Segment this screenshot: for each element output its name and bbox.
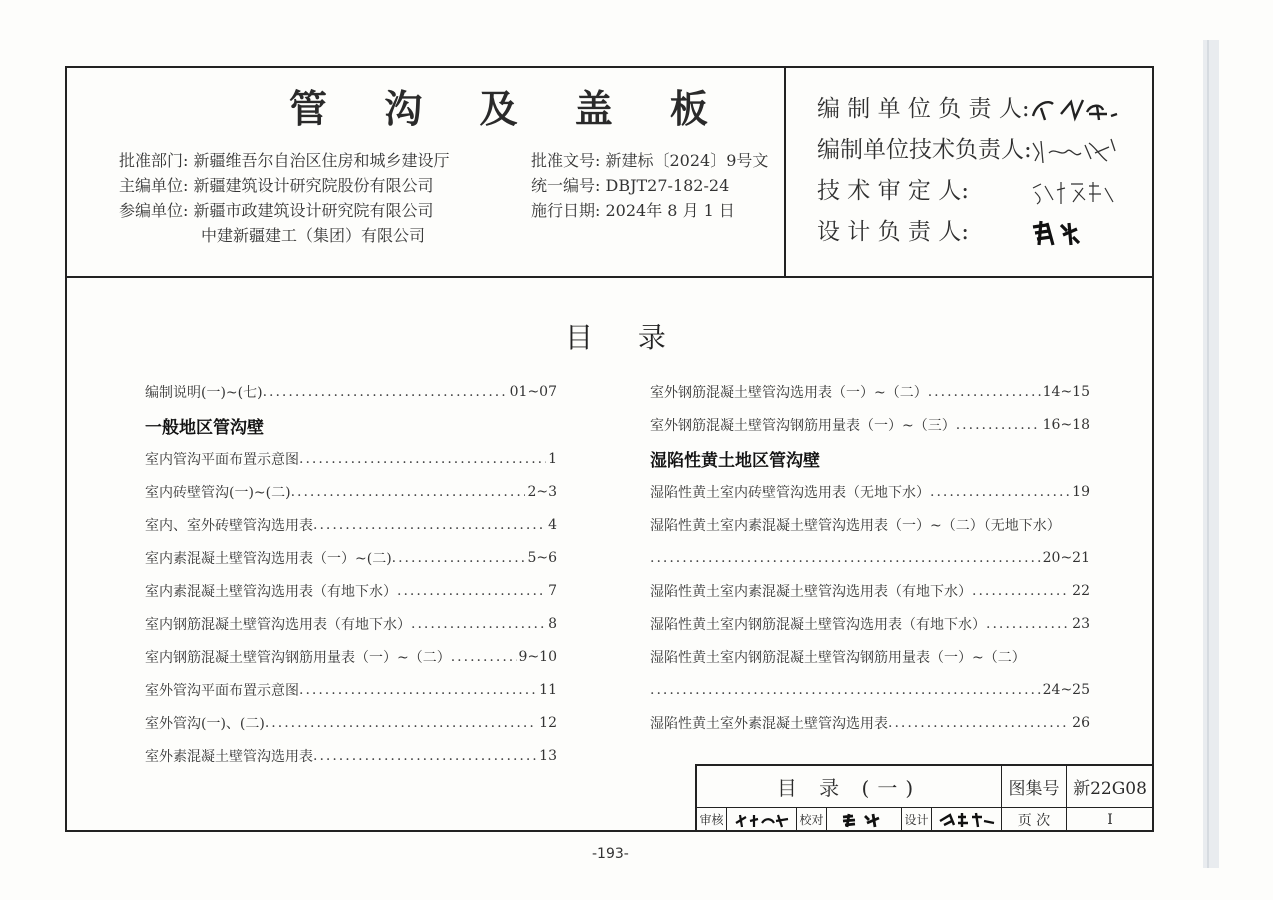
header-divider bbox=[784, 68, 786, 276]
toc-entry[interactable]: 湿陷性黄土室外素混凝土壁管沟选用表 ..... 26 bbox=[650, 706, 1090, 739]
toc-entry[interactable]: 室内砖壁管沟(一)~(二) ..... 2~3 bbox=[145, 475, 557, 508]
toc-entry[interactable]: 室内素混凝土壁管沟选用表（有地下水） ..... 7 bbox=[145, 574, 557, 607]
toc-entry[interactable]: 湿陷性黄土室内砖壁管沟选用表（无地下水） ..... 19 bbox=[650, 475, 1090, 508]
header-panel bbox=[67, 68, 1152, 278]
signature-3-icon bbox=[1027, 174, 1137, 208]
design-signature-icon bbox=[936, 811, 998, 829]
review-signature-icon bbox=[732, 811, 792, 829]
toc-entry[interactable]: 湿陷性黄土室内素混凝土壁管沟选用表（一）~（二）（无地下水） bbox=[650, 517, 1061, 534]
toc-entry[interactable]: 室内素混凝土壁管沟选用表（一）~(二) ..... 5~6 bbox=[145, 541, 557, 574]
toc-entry[interactable]: 室外管沟平面布置示意图 ..... 11 bbox=[145, 673, 557, 706]
toc-entry[interactable]: 湿陷性黄土室内素混凝土壁管沟选用表（有地下水） ..... 22 bbox=[650, 574, 1090, 607]
toc-entry-continuation[interactable]: ..... 20~21 bbox=[650, 541, 1090, 574]
toc-section-heading: 一般地区管沟壁 bbox=[145, 417, 264, 438]
meta-row-co-editor-2: 中建新疆建工（集团）有限公司 bbox=[201, 226, 426, 245]
toc-entry[interactable]: 室外管沟(一)、(二) ..... 12 bbox=[145, 706, 557, 739]
signature-4-icon bbox=[1027, 215, 1137, 249]
review-signature bbox=[727, 808, 797, 832]
scan-edge-line bbox=[1207, 40, 1209, 868]
toc-entry[interactable]: 室外钢筋混凝土壁管沟选用表（一）~（二） ..... 14~15 bbox=[650, 375, 1090, 408]
design-label: 设计 bbox=[902, 808, 932, 832]
toc-section-heading: 湿陷性黄土地区管沟壁 bbox=[650, 450, 820, 471]
toc-entry-continuation[interactable]: ..... 24~25 bbox=[650, 673, 1090, 706]
toc-left-column bbox=[145, 375, 557, 772]
toc-entry[interactable]: 湿陷性黄土室内钢筋混凝土壁管沟选用表（有地下水） ..... 23 bbox=[650, 607, 1090, 640]
approval-info-mid bbox=[531, 148, 768, 223]
responsible-persons bbox=[817, 88, 1137, 252]
toc-entry[interactable]: 室内、室外砖壁管沟选用表 ..... 4 bbox=[145, 508, 557, 541]
atlas-title: 管 沟 及 盖 板 bbox=[289, 86, 730, 131]
resp-row-design-lead: 设 计 负 责 人: bbox=[817, 211, 1137, 252]
design-signature bbox=[932, 808, 1002, 832]
page-value: I bbox=[1067, 808, 1154, 832]
toc-entry[interactable]: 室外素混凝土壁管沟选用表 ..... 13 bbox=[145, 739, 557, 772]
resp-row-unit-head: 编 制 单 位 负 责 人: bbox=[817, 88, 1137, 129]
toc-entry[interactable]: 室内钢筋混凝土壁管沟钢筋用量表（一）~（二） ..... 9~10 bbox=[145, 640, 557, 673]
meta-row-approving-dept: 批准部门: 新疆维吾尔自治区住房和城乡建设厅 bbox=[119, 151, 450, 170]
drawing-name: 目 录 (一) bbox=[697, 766, 1002, 808]
page-number: -193- bbox=[592, 846, 629, 862]
toc-right-column bbox=[650, 375, 1090, 739]
review-label: 审核 bbox=[697, 808, 727, 832]
meta-row-chief-editor: 主编单位: 新疆建筑设计研究院股份有限公司 bbox=[119, 176, 434, 195]
signature-1-icon bbox=[1027, 92, 1137, 126]
page-label: 页 次 bbox=[1002, 808, 1067, 832]
toc-entry[interactable]: 编制说明(一)~(七) ..... 01~07 bbox=[145, 375, 557, 408]
check-signature bbox=[827, 808, 902, 832]
check-signature-icon bbox=[837, 811, 891, 829]
atlas-number: 新22G08 bbox=[1067, 766, 1154, 808]
resp-row-tech-head: 编制单位技术负责人: bbox=[817, 129, 1137, 170]
drawing-sheet bbox=[65, 66, 1154, 832]
toc-entry[interactable]: 湿陷性黄土室内钢筋混凝土壁管沟钢筋用量表（一）~（二） bbox=[650, 649, 1026, 666]
toc-title: 目 录 bbox=[565, 321, 684, 354]
signature-2-icon bbox=[1027, 133, 1137, 167]
toc-entry[interactable]: 室外钢筋混凝土壁管沟钢筋用量表（一）~（三） ..... 16~18 bbox=[650, 408, 1090, 441]
meta-row-approval-no: 批准文号: 新建标〔2024〕9号文 bbox=[531, 151, 769, 170]
meta-row-unified-no: 统一编号: DBJT27-182-24 bbox=[531, 176, 730, 195]
resp-row-tech-reviewer: 技 术 审 定 人: bbox=[817, 170, 1137, 211]
toc-entry[interactable]: 室内管沟平面布置示意图 ..... 1 bbox=[145, 442, 557, 475]
atlas-number-label: 图集号 bbox=[1002, 766, 1067, 808]
scan-edge-strip bbox=[1203, 40, 1219, 868]
title-block bbox=[695, 764, 1154, 832]
approval-info-left bbox=[119, 148, 450, 248]
meta-row-co-editor: 参编单位: 新疆市政建筑设计研究院有限公司 bbox=[119, 201, 434, 220]
check-label: 校对 bbox=[797, 808, 827, 832]
meta-row-effective-date: 施行日期: 2024年 8 月 1 日 bbox=[531, 201, 735, 220]
toc-entry[interactable]: 室内钢筋混凝土壁管沟选用表（有地下水） ..... 8 bbox=[145, 607, 557, 640]
